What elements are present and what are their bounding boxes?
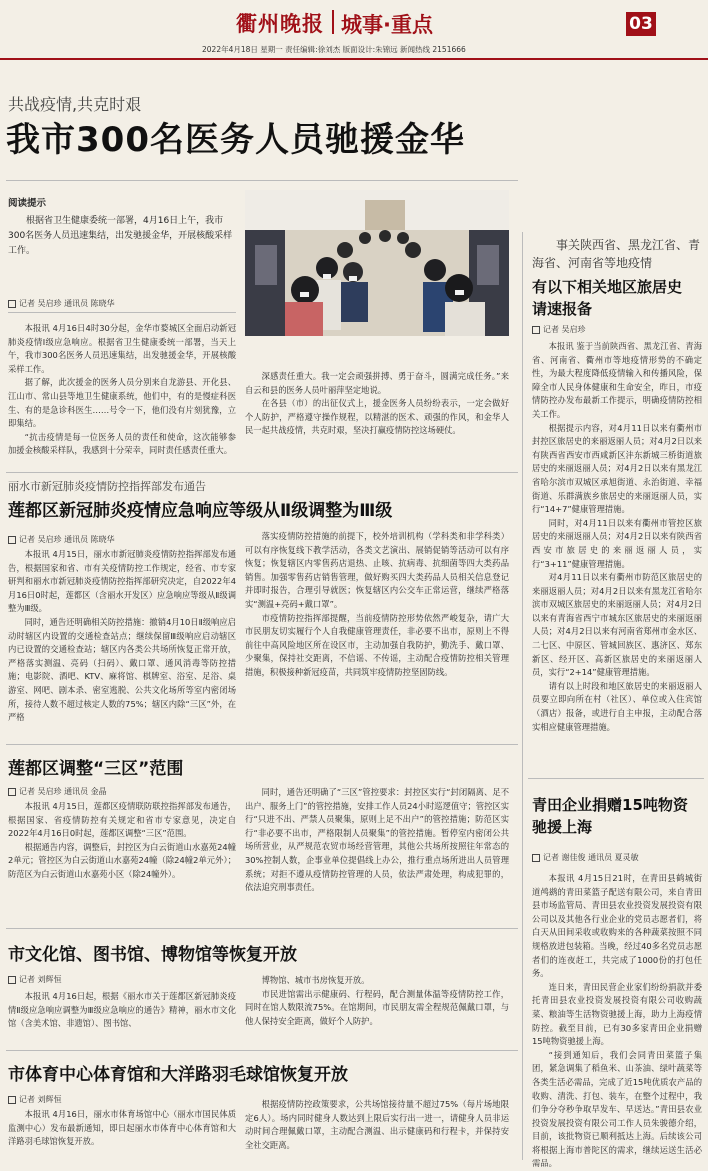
digest-text: 根据省卫生健康委统一部署，4月16日上午，我市300名医务人员迅速集结，出发驰援金华，开展核酸采样工作。 xyxy=(8,216,233,256)
paragraph: 据了解，此次援金的医务人员分别来自龙游县、开化县、江山市、常山县等地卫生健康系统，他们中，有的是慢症科医生、有的是急诊科医生……号令一下，他们没有片刻犹豫，立即集结。 xyxy=(8,377,236,429)
paragraph: 在各县（市）的出征仪式上，援金医务人员纷纷表示，一定会做好个人防护，严格遵守操作规程，以精湛的医术、顽强的作风，和金华人民一起共战疫情，共克时艰，坚决打赢疫情防控这场硬仗。 xyxy=(245,398,509,436)
divider xyxy=(528,778,704,779)
paragraph: “接到通知后，我们会同青田菜篮子集团，紧急调集了稻鱼米、山茶油、绿叶蔬菜等各类生活必需品，完成了近15吨优质农产品的收购、清洗、打包、装车，在整个过程中，我们争分夺秒争取早发车、早送达。”青田县农业投资发展投资有限公司工作人员朱骏德介绍，目前，该批物资已顺利抵达上海。后续该公司将根据上海市普陀区的需求，继续运送生活必需品。 xyxy=(532,1049,702,1169)
story5-byline xyxy=(8,1094,62,1105)
story4-headline: 市文化馆、图书馆、博物馆等恢复开放 xyxy=(8,945,297,965)
story4-byline xyxy=(8,974,62,985)
story2-body-left xyxy=(8,548,236,725)
story3-headline: 莲都区调整“三区”范围 xyxy=(8,759,184,779)
story4-body-left xyxy=(8,990,236,1031)
story2-body-right xyxy=(245,530,509,680)
paragraph: 落实疫情防控措施的前提下，校外培训机构（学科类和非学科类）可以有序恢复线下教学活动，各类文艺演出、展销促销等活动可以有序恢复；恢复辖区内零售药店退热、止咳、抗病毒、抗细菌等四大类药品销售。加强零售药店销售管理，做好购买四大类药品人员相关信息登记并即时报告，合理引导就医；恢复辖区内公交车正常运营，继续严格落实“测温+亮码+戴口罩”。 xyxy=(245,531,509,609)
page-number: 03 xyxy=(626,12,656,36)
newspaper-logo: 衢州晚报 xyxy=(236,11,324,36)
divider xyxy=(6,180,518,181)
story3-body-left xyxy=(8,800,236,882)
edition-meta: 2022年4月18日 星期一 责任编辑:徐刘杰 版面设计:朱锦远 新闻热线 2151666 xyxy=(202,45,466,54)
digest-label: 阅读提示 xyxy=(8,198,47,209)
column-divider xyxy=(522,232,523,1160)
paragraph: 深感责任重大。我一定会顽强拼搏、勇于奋斗，圆满完成任务。”来自云和县的医务人员叶丽萍坚定地说。 xyxy=(245,371,509,395)
side1-headline: 有以下相关地区旅居史请速报备 xyxy=(532,278,683,318)
paragraph: 本报讯 4月16日4时30分起，金华市婺城区全面启动新冠肺炎疫情I级应急响应。根据省卫生健康委统一部署，当天上午，我市300名医务人员迅速集结，出发驰援金华，开展核酸采样工作。 xyxy=(8,323,236,374)
paragraph: 请有以上时段和地区旅居史的来丽返丽人员要立即向所在村（社区）、单位或入住宾馆（酒店）报备，或进行自主申报，主动配合落实相应健康管理措施。 xyxy=(532,680,702,732)
side2-headline: 青田企业捐赠15吨物资驰援上海 xyxy=(532,796,688,836)
lead-headline: 我市300名医务人员驰援金华 xyxy=(6,120,465,160)
divider xyxy=(6,928,518,929)
paragraph: 本报讯 鉴于当前陕西省、黑龙江省、青海省、河南省、衢州市等地疫情形势的不确定性，为最大程度降低疫情输入和传播风险，保障全市人民身体健康和生命安全，昨日，市疫情防控办发布最新工作提示，明确疫情防控相关工作。 xyxy=(532,341,702,419)
story5-headline: 市体育中心体育馆和大洋路羽毛球馆恢复开放 xyxy=(8,1065,348,1085)
side1-byline xyxy=(532,324,586,335)
byline-square-icon xyxy=(8,788,16,796)
story4-body-right xyxy=(245,974,509,1028)
paragraph: 市民进馆需出示健康码、行程码，配合测量体温等疫情防控工作，同时在馆人数限流75%。在馆期间，市民朋友需全程规范佩戴口罩，与他人保持安全距离，做好个人防护。 xyxy=(245,988,509,1026)
byline-text: 记者 刘辉恒 xyxy=(19,975,62,984)
paragraph: 本报讯 4月15日，莲都区疫情联防联控指挥部发布通告，根据国家、省疫情防控有关规定和省市专家意见，决定自2022年4月16日0时起，莲都区调整“三区”范围。 xyxy=(8,801,236,839)
byline-square-icon xyxy=(532,326,540,334)
paragraph: 同时，通告还明确相关防控措施：撤销4月10日Ⅱ级响应启动时辖区内设置的交通检查站点；继续保留Ⅲ级响应启动辖区内已设置的交通检查站；辖区内各类公共场所恢复正常开放，严格落实测温、亮码（扫码）、戴口罩、通风消毒等防控措施；电影院、酒吧、KTV、麻将馆、棋牌室、浴室、足浴、桌游室、网吧、剧本杀、密室逃脱、公共文化场所等室内密闭场所，接待人数不超过核定人数的75%；辖区内除“三区”外，在严格 xyxy=(8,616,236,723)
paragraph: 根据疫情防控政策要求，公共场馆接待量不超过75%（每片场地限定6人）。场内同时健身人数达到上限后实行出一进一，请健身人员非运动时间合理佩戴口罩，主动配合测温、出示健康码和行程卡，并保持安全社交距离。 xyxy=(245,1099,509,1150)
paragraph: 博物馆、城市书房恢复开放。 xyxy=(261,975,370,985)
story5-body-right xyxy=(245,1098,509,1152)
story2-kicker: 丽水市新冠肺炎疫情防控指挥部发布通告 xyxy=(8,480,206,493)
story3-body-right xyxy=(245,786,509,895)
byline-text: 记者 吴启珍 通讯员 金晶 xyxy=(19,787,107,796)
paragraph: 根据提示内容，对4月11日以来有衢州市封控区旅居史的来丽返丽人员；对4月2日以来有陕西省西安市西咸新区沣东新城三桥街道旅居史的来丽返丽人员；对4月2日以来有黑龙江省哈尔滨市双城区承旭街道、永治街道、幸福街道、乐群满族乡旅居史的来丽返丽人员，实行“14+7”健康管理措施。 xyxy=(532,422,702,515)
byline-text: 记者 刘辉恒 xyxy=(19,1095,62,1104)
lead-byline xyxy=(8,298,115,309)
lead-kicker: 共战疫情,共克时艰 xyxy=(8,95,142,114)
story3-byline xyxy=(8,786,107,797)
divider xyxy=(6,744,518,745)
paragraph: 根据通告内容，调整后，封控区为白云街道山水嘉苑24幢2单元；管控区为白云街道山水嘉苑24幢（除24幢2单元外）；防范区为白云街道山水嘉苑小区（除24幢外）。 xyxy=(8,841,236,879)
byline-square-icon xyxy=(8,1096,16,1104)
byline-square-icon xyxy=(8,976,16,984)
paragraph: “抗击疫情是每一位医务人员的责任和使命，这次能够参加援金核酸采样队，我感到十分荣幸，同时责任感责任重大。 xyxy=(8,431,236,456)
masthead xyxy=(0,0,708,44)
lead-body-left xyxy=(8,322,236,458)
paragraph: 同时，通告还明确了“三区”管控要求：封控区实行“封闭隔离、足不出户、服务上门”的管控措施，安排工作人员24小时巡逻值守；管控区实行“只进不出、严禁人员聚集，原则上足不出户”的管控措施；防范区实行“非必要不出市，严格限制人员聚集”的管控措施。暂停室内密闭公共场所营业，从严规范农贸市场经营管理，其他公共场所按照往年常态的30%控制人数，企事业单位提倡线上办公，推行重点场所进出人员管理系统；对拒不遵从疫情防控管理的人员，依法严肃处理，构成犯罪的，依法追究刑事责任。 xyxy=(245,787,509,893)
paragraph: 本报讯 4月15日21时，在青田县鹤城街道鸬鹚的青田菜篮子配送有限公司，来自青田县市场监管局、青田县农业投资发展投资有限公司以及其他各行业企业的党员志愿者们，将白天从田间采收或收购来的各种蔬菜按照不同规格放进包装箱。当晚，经过40多名党员志愿者们的连夜赶工，共完成了1000份的打包任务。 xyxy=(532,873,702,979)
byline-square-icon xyxy=(532,854,540,862)
side1-kicker: 事关陕西省、黑龙江省、青海省、河南省等地疫情 xyxy=(532,238,701,270)
paragraph: 本报讯 4月16日，丽水市体育场馆中心（丽水市国民体质监测中心）发布最新通知，即日起丽水市体育中心体育馆和大洋路羽毛球馆恢复开放。 xyxy=(8,1109,236,1147)
paragraph: 连日来，青田民营企业家们纷纷捐款并委托青田县农业投资发展投资有限公司收购蔬菜、粮油等生活物资驰援上海，助力上海疫情防控。截至目前，已有30多家青田企业捐赠15吨物资驰援上海。 xyxy=(532,981,702,1047)
story2-headline: 莲都区新冠肺炎疫情应急响应等级从Ⅱ级调整为Ⅲ级 xyxy=(8,501,393,521)
side2-byline xyxy=(532,852,639,863)
divider xyxy=(6,1050,518,1051)
paragraph: 本报讯 4月15日，丽水市新冠肺炎疫情防控指挥部发布通告，根据国家和省、市有关疫情防控工作规定，经省、市专家研判和丽水市新冠肺炎疫情防控指挥部研究决定，自2022年4月16日0时起，莲都区（含丽水开发区）应急响应等级从Ⅱ级调整为Ⅲ级。 xyxy=(8,549,236,614)
byline-text: 记者 吴启珍 通讯员 陈晓华 xyxy=(19,535,115,544)
masthead-rule xyxy=(0,58,708,60)
byline-square-icon xyxy=(8,536,16,544)
byline-square-icon xyxy=(8,300,16,308)
paragraph: 市疫情防控指挥部提醒，当前疫情防控形势依然严峻复杂，请广大市民朋友切实履行个人自我健康管理责任，非必要不出市，原则上不得前往中高风险地区所在设区市，主动加强自我防护，勤洗手、戴口罩、少聚集，保持社交距离，不信谣、不传谣，主动配合疫情防控相关管理措施，积极接种新冠疫苗，共同筑牢疫情防控坚固防线。 xyxy=(245,612,509,677)
byline-text: 记者 谢佳俊 通讯员 夏灵敏 xyxy=(543,853,639,862)
byline-text: 记者 吴启珍 通讯员 陈晓华 xyxy=(19,299,115,308)
paragraph: 同时，对4月11日以来有衢州市管控区旅居史的来丽返丽人员；对4月2日以来有陕西省西安市旅居史的来丽返丽人员，实行“3+11”健康管理措施。 xyxy=(532,517,702,569)
side2-body xyxy=(532,872,702,1171)
lead-body-right xyxy=(245,370,509,438)
divider xyxy=(6,472,518,473)
masthead-divider xyxy=(332,10,334,34)
photo-illustration xyxy=(245,190,509,336)
story5-body-left xyxy=(8,1108,236,1149)
section-title: 城事·重点 xyxy=(341,13,433,37)
medics-bus-photo xyxy=(245,190,509,336)
divider xyxy=(8,312,236,313)
side1-body xyxy=(532,340,702,734)
byline-text: 记者 吴启珍 xyxy=(543,325,586,334)
story2-byline xyxy=(8,534,115,545)
paragraph: 本报讯 4月16日起，根据《丽水市关于莲都区新冠肺炎疫情Ⅱ级应急响应调整为Ⅲ级应急响应的通告》精神，丽水市文化馆（含美术馆、非遗馆）、图书馆、 xyxy=(8,991,236,1029)
paragraph: 对4月11日以来有衢州市防范区旅居史的来丽返丽人员；对4月2日以来有黑龙江省哈尔滨市双城区旅居史的来丽返丽人员；对4月2日以来有青海省西宁市城东区旅居史的来丽返丽人员；对4月2日以来有河南省郑州市金水区、二七区、中原区、管城回族区、惠济区、郑东新区、经开区、高新区旅居史的来丽返丽人员，实行“2+14”健康管理措施。 xyxy=(532,572,702,678)
